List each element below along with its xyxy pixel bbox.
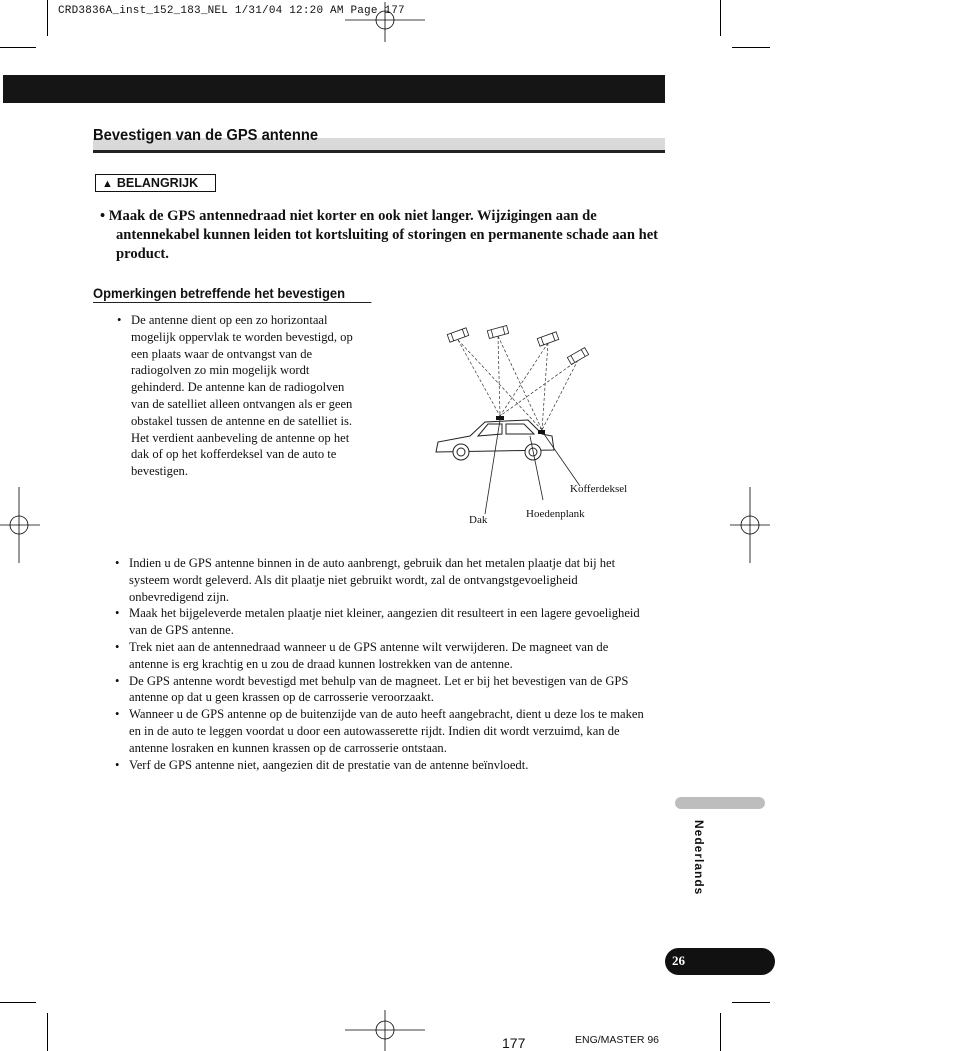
registration-mark-bottom	[345, 1010, 425, 1051]
antenna-trunk-icon	[538, 430, 545, 434]
label-dak: Dak	[469, 514, 488, 526]
header-bar	[3, 75, 665, 103]
label-kofferdeksel: Kofferdeksel	[570, 483, 628, 495]
notes-list	[115, 555, 645, 773]
master-label: ENG/MASTER 96	[575, 1034, 660, 1046]
warning-icon: ▲	[102, 178, 113, 190]
list-item: • Wanneer u de GPS antenne op de buitenzijde van de auto heeft aangebracht, dient u deze los te maken en in de auto te leggen voordat u door een autowasserette rijdt. Indien dit wordt verzuimd, kan de antenne losraken en kunnen krassen op de carrosserie ontstaan.	[115, 706, 645, 756]
language-label: Nederlands	[692, 820, 706, 896]
list-item: • Maak het bijgeleverde metalen plaatje niet kleiner, aangezien dit resulteert in een lagere gevoeligheid van de GPS antenne.	[115, 605, 645, 639]
important-badge	[95, 174, 216, 192]
first-note	[117, 312, 357, 480]
subheading: Opmerkingen betreffende het bevestigen	[93, 286, 371, 303]
car-icon	[436, 420, 554, 460]
list-item: • Verf de GPS antenne niet, aangezien dit de prestatie van de antenne beïnvloedt.	[115, 757, 645, 774]
print-slug: CRD3836A_inst_152_183_NEL 1/31/04 12:20 AM Page 177	[58, 5, 405, 17]
list-item: • Indien u de GPS antenne binnen in de auto aanbrengt, gebruik dan het metalen plaatje dat bij het systeem wordt geleverd. Als dit plaatje niet gebruikt wordt, zal de ontvangstgevoeligheid onbevredigend zijn.	[115, 555, 645, 605]
antenna-roof-icon	[496, 416, 504, 420]
list-item: • Trek niet aan de antennedraad wanneer u de GPS antenne wilt verwijderen. De magneet van de antenne is erg krachtig en u zou de draad kunnen lostrekken van de antenne.	[115, 639, 645, 673]
section-title: Bevestigen van de GPS antenne	[93, 127, 319, 144]
language-tab	[675, 797, 765, 809]
first-note-paragraph-1: De antenne dient op een zo horizontaal mogelijk oppervlak te worden bevestigd, op een plaats waar de ontvangst van de radiogolven zo min mogelijk wordt gehinderd. De antenne kan de radiogolven van de satelliet alleen ontvangen als er geen obstakel tussen de antenne en de satelliet is.	[131, 313, 353, 428]
label-hoedenplank: Hoedenplank	[526, 508, 585, 520]
list-item: • De GPS antenne wordt bevestigd met behulp van de magneet. Let er bij het bevestigen van de GPS antenne op dat u geen krassen op de carrosserie veroorzaakt.	[115, 673, 645, 707]
section-page-number: 26	[665, 948, 775, 975]
registration-mark-right	[730, 487, 770, 563]
registration-mark-left	[0, 487, 40, 563]
important-text: • Maak de GPS antennedraad niet korter en ook niet langer. Wijzigingen aan de antennekabel kunnen leiden tot kortsluiting of storingen en permanente schade aan het product.	[100, 208, 659, 262]
folio-number: 177	[502, 1035, 526, 1051]
bullet-icon: •	[117, 313, 122, 327]
important-label: BELANGRIJK	[116, 176, 199, 190]
first-note-paragraph-2: Het verdient aanbeveling de antenne op het dak of op het kofferdeksel van de auto te bevestigen.	[131, 430, 350, 479]
